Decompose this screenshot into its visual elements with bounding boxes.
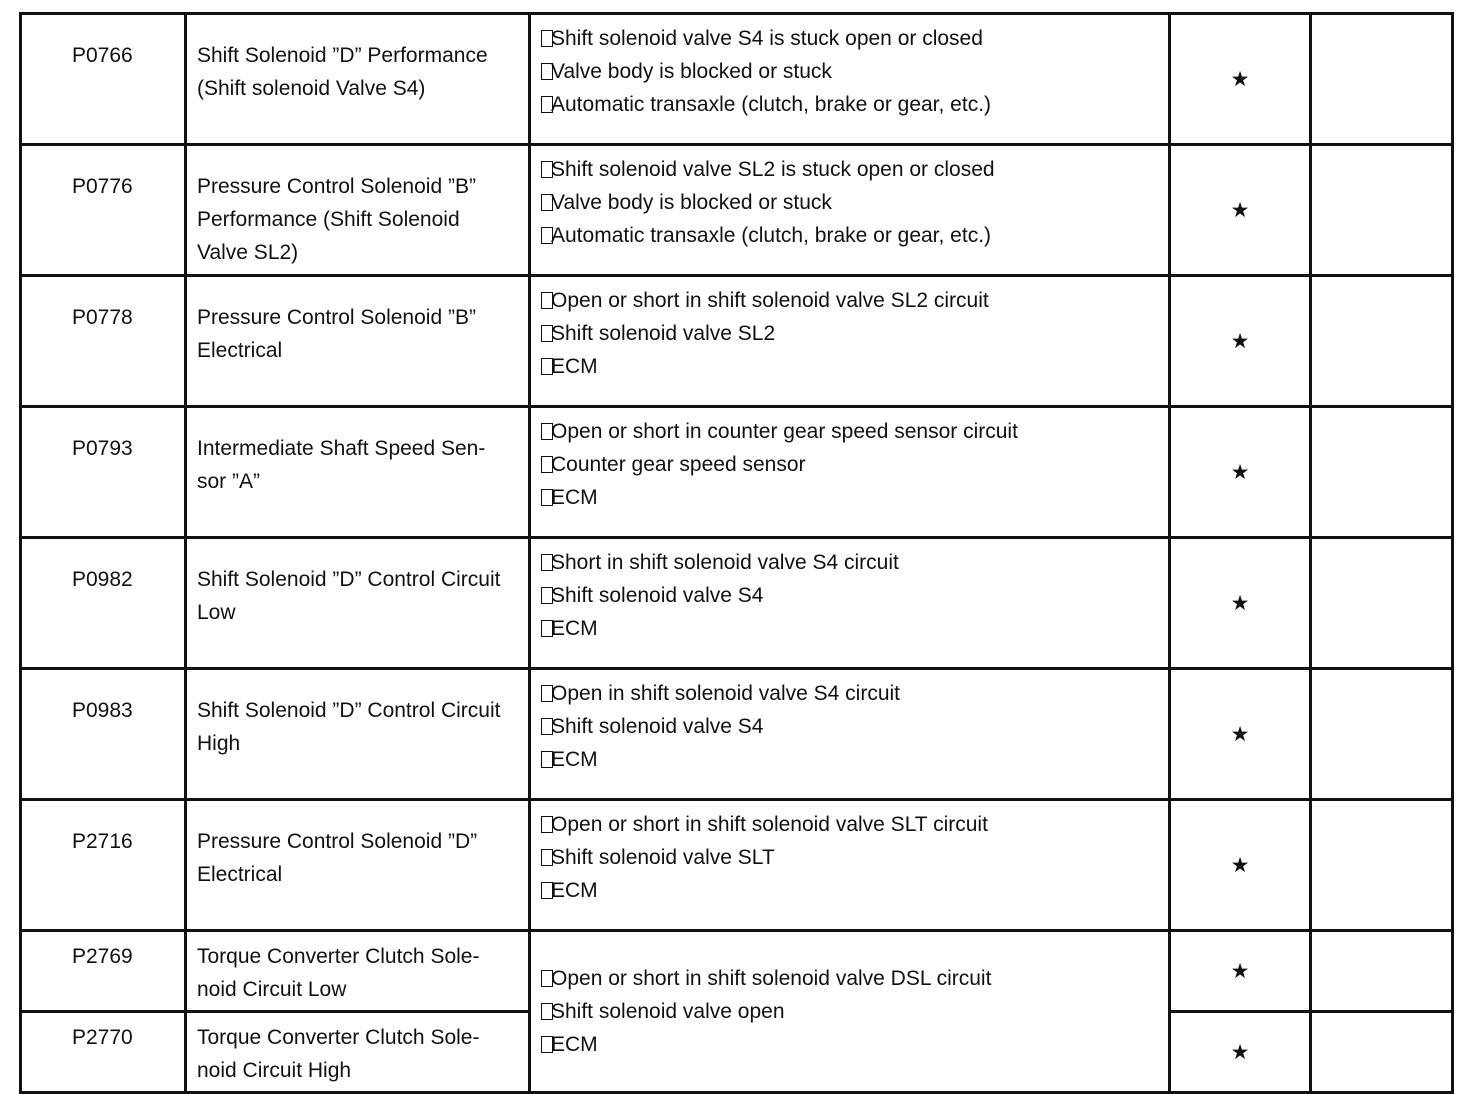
memory-cell: [1311, 538, 1453, 669]
detection-item: Pressure Control Solenoid ”D” Electrical: [186, 800, 530, 931]
table-row: [21, 145, 1453, 276]
mil-star-icon: ★: [1170, 669, 1311, 800]
trouble-area-item: Short in shift solenoid valve S4 circuit: [541, 546, 1162, 579]
trouble-area: [530, 407, 1170, 538]
memory-cell: [1311, 145, 1453, 276]
memory-cell: [1311, 800, 1453, 931]
mil-star-icon: ★: [1170, 1012, 1311, 1093]
dtc-code: P2770: [21, 1012, 186, 1093]
trouble-area: [530, 538, 1170, 669]
dtc-code: P0776: [21, 145, 186, 276]
detection-item: Pressure Control Solenoid ”B” Performance (Shift Solenoid Valve SL2): [186, 145, 530, 276]
mil-star-icon: ★: [1170, 145, 1311, 276]
trouble-area-item: ECM: [541, 743, 1162, 776]
trouble-area-item: Shift solenoid valve open: [541, 995, 1162, 1028]
table-row: [21, 931, 1453, 1012]
dtc-code: P0793: [21, 407, 186, 538]
trouble-area: [530, 14, 1170, 145]
detection-item: Pressure Control Solenoid ”B” Electrical: [186, 276, 530, 407]
mil-star-icon: ★: [1170, 276, 1311, 407]
dtc-code: P0766: [21, 14, 186, 145]
trouble-area-item: Shift solenoid valve S4 is stuck open or closed: [541, 22, 1162, 55]
trouble-area-item: Automatic transaxle (clutch, brake or gear, etc.): [541, 88, 1162, 121]
dtc-code: P2716: [21, 800, 186, 931]
trouble-area-item: Shift solenoid valve SLT: [541, 841, 1162, 874]
detection-item: Torque Converter Clutch Sole- noid Circuit High: [186, 1012, 530, 1093]
trouble-area-item: Counter gear speed sensor: [541, 448, 1162, 481]
table-row: [21, 800, 1453, 931]
dtc-code: P2769: [21, 931, 186, 1012]
memory-cell: [1311, 276, 1453, 407]
detection-item: Shift Solenoid ”D” Performance (Shift solenoid Valve S4): [186, 14, 530, 145]
trouble-area: [530, 276, 1170, 407]
detection-item: Torque Converter Clutch Sole- noid Circuit Low: [186, 931, 530, 1012]
memory-cell: [1311, 669, 1453, 800]
dtc-code: P0982: [21, 538, 186, 669]
trouble-area: [530, 669, 1170, 800]
trouble-area-item: Valve body is blocked or stuck: [541, 186, 1162, 219]
memory-cell: [1311, 1012, 1453, 1093]
mil-star-icon: ★: [1170, 14, 1311, 145]
trouble-area-item: Open in shift solenoid valve S4 circuit: [541, 677, 1162, 710]
memory-cell: [1311, 14, 1453, 145]
trouble-area-item: ECM: [541, 1028, 1162, 1061]
trouble-area: [530, 145, 1170, 276]
trouble-area-item: ECM: [541, 350, 1162, 383]
trouble-area-item: Open or short in shift solenoid valve SLT circuit: [541, 808, 1162, 841]
detection-item: Shift Solenoid ”D” Control Circuit Low: [186, 538, 530, 669]
table-row: [21, 276, 1453, 407]
trouble-area-item: Shift solenoid valve SL2 is stuck open or closed: [541, 153, 1162, 186]
trouble-area-shared: [530, 931, 1170, 1093]
trouble-area-item: Open or short in counter gear speed sensor circuit: [541, 415, 1162, 448]
detection-item: Intermediate Shaft Speed Sen- sor ”A”: [186, 407, 530, 538]
memory-cell: [1311, 931, 1453, 1012]
dtc-table: [19, 12, 1454, 1094]
mil-star-icon: ★: [1170, 407, 1311, 538]
mil-star-icon: ★: [1170, 800, 1311, 931]
trouble-area-item: Open or short in shift solenoid valve SL2 circuit: [541, 284, 1162, 317]
trouble-area-item: ECM: [541, 481, 1162, 514]
trouble-area-item: Open or short in shift solenoid valve DSL circuit: [541, 962, 1162, 995]
table-row: [21, 407, 1453, 538]
memory-cell: [1311, 407, 1453, 538]
trouble-area-item: Shift solenoid valve S4: [541, 579, 1162, 612]
table-row: [21, 538, 1453, 669]
trouble-area-item: Automatic transaxle (clutch, brake or gear, etc.): [541, 219, 1162, 252]
mil-star-icon: ★: [1170, 931, 1311, 1012]
trouble-area-item: ECM: [541, 612, 1162, 645]
trouble-area-item: ECM: [541, 874, 1162, 907]
dtc-code: P0778: [21, 276, 186, 407]
trouble-area: [530, 800, 1170, 931]
table-row: [21, 14, 1453, 145]
dtc-code: P0983: [21, 669, 186, 800]
trouble-area-item: Shift solenoid valve SL2: [541, 317, 1162, 350]
mil-star-icon: ★: [1170, 538, 1311, 669]
trouble-area-item: Valve body is blocked or stuck: [541, 55, 1162, 88]
trouble-area-item: Shift solenoid valve S4: [541, 710, 1162, 743]
detection-item: Shift Solenoid ”D” Control Circuit High: [186, 669, 530, 800]
table-row: [21, 669, 1453, 800]
